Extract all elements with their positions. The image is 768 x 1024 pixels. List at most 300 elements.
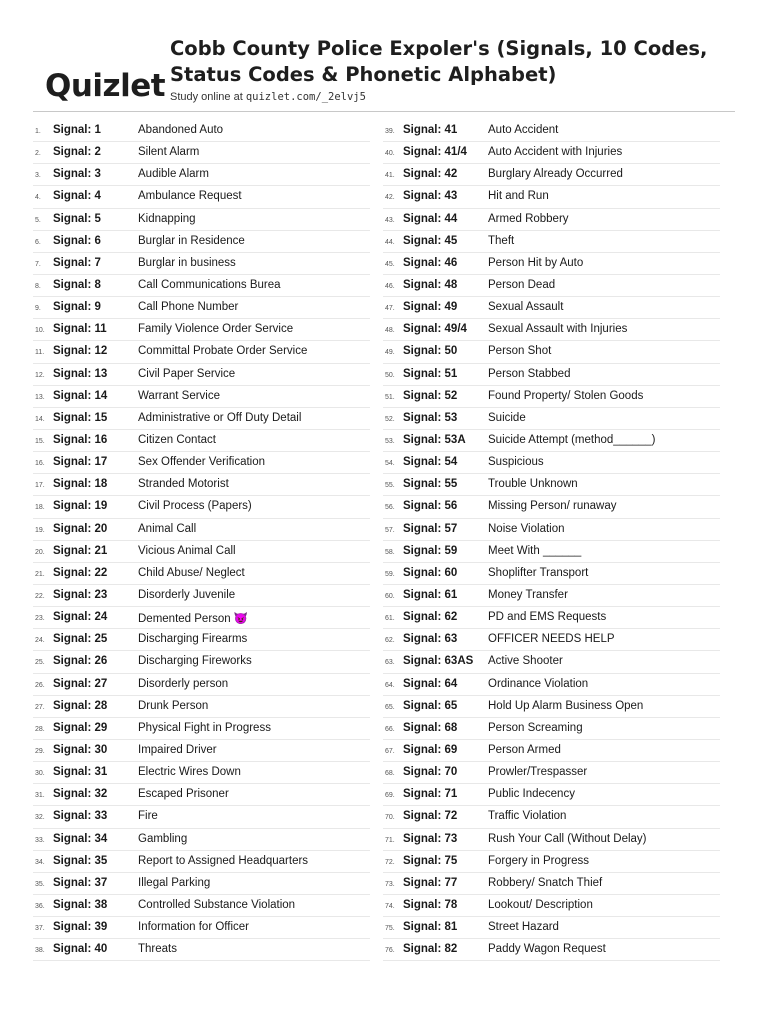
item-definition: Burglary Already Occurred	[488, 168, 623, 181]
item-number: 32.	[35, 814, 45, 822]
item-number: 45.	[385, 260, 395, 268]
item-number: 54.	[385, 460, 395, 468]
item-definition: Discharging Fireworks	[138, 655, 252, 668]
list-item	[33, 519, 370, 541]
item-term: Signal: 7	[53, 256, 101, 269]
item-definition: Citizen Contact	[138, 433, 216, 446]
item-definition: Person Dead	[488, 278, 556, 291]
item-definition: Sexual Assault with Injuries	[488, 323, 628, 336]
list-item	[33, 939, 370, 961]
item-number: 65.	[385, 703, 395, 711]
item-number: 67.	[385, 747, 395, 755]
item-definition: Found Property/ Stolen Goods	[488, 389, 644, 402]
item-definition: Civil Paper Service	[138, 367, 236, 380]
item-definition: Suicide	[488, 411, 526, 424]
item-definition: Silent Alarm	[138, 146, 200, 159]
item-number: 16.	[35, 460, 45, 468]
list-item	[33, 386, 370, 408]
item-term: Signal: 37	[53, 876, 108, 889]
item-term: Signal: 23	[53, 588, 108, 601]
item-number: 59.	[385, 570, 395, 578]
item-term: Signal: 2	[53, 146, 101, 159]
item-number: 75.	[385, 925, 395, 933]
list-item	[383, 607, 720, 629]
item-definition: Burglar in Residence	[138, 234, 245, 247]
list-item	[33, 430, 370, 452]
item-definition: Discharging Firearms	[138, 633, 248, 646]
item-number: 69.	[385, 792, 395, 800]
list-item	[33, 829, 370, 851]
item-definition: Animal Call	[138, 522, 197, 535]
list-item	[383, 297, 720, 319]
item-definition: Person Hit by Auto	[488, 256, 584, 269]
item-number: 68.	[385, 770, 395, 778]
item-definition: Audible Alarm	[138, 168, 209, 181]
item-term: Signal: 56	[403, 500, 458, 513]
item-number: 44.	[385, 238, 395, 246]
item-number: 76.	[385, 947, 395, 955]
list-item	[33, 253, 370, 275]
list-item	[33, 297, 370, 319]
list-item	[33, 563, 370, 585]
item-term: Signal: 34	[53, 832, 108, 845]
item-term: Signal: 50	[403, 345, 458, 358]
item-definition: Ordinance Violation	[488, 677, 589, 690]
list-item	[33, 474, 370, 496]
item-number: 19.	[35, 526, 45, 534]
item-term: Signal: 18	[53, 478, 108, 491]
item-definition: Traffic Violation	[488, 810, 567, 823]
item-term: Signal: 17	[53, 456, 108, 469]
item-number: 62.	[385, 637, 395, 645]
item-number: 50.	[385, 371, 395, 379]
item-term: Signal: 42	[403, 168, 458, 181]
item-definition: Robbery/ Snatch Thief	[488, 876, 603, 889]
list-item	[33, 784, 370, 806]
item-definition: Burglar in business	[138, 256, 236, 269]
item-number: 71.	[385, 836, 395, 844]
item-definition: Person Shot	[488, 345, 552, 358]
item-number: 49.	[385, 349, 395, 357]
item-term: Signal: 60	[403, 566, 458, 579]
list-item	[33, 607, 370, 629]
item-term: Signal: 53	[403, 411, 458, 424]
item-definition: Hold Up Alarm Business Open	[488, 699, 644, 712]
item-term: Signal: 1	[53, 124, 101, 136]
list-item	[383, 740, 720, 762]
list-item	[383, 364, 720, 386]
list-item	[383, 762, 720, 784]
item-definition: Meet With ______	[488, 544, 582, 557]
item-term: Signal: 11	[53, 323, 107, 336]
item-definition: Forgery in Progress	[488, 854, 589, 867]
list-item	[383, 452, 720, 474]
item-definition: Call Communications Burea	[138, 278, 281, 291]
item-definition: Suspicious	[488, 456, 544, 469]
list-item	[383, 806, 720, 828]
item-term: Signal: 31	[53, 766, 108, 779]
list-item	[33, 718, 370, 740]
item-definition: Missing Person/ runaway	[488, 500, 617, 513]
item-definition: Person Stabbed	[488, 367, 571, 380]
item-number: 74.	[385, 902, 395, 910]
item-number: 34.	[35, 858, 45, 866]
item-term: Signal: 73	[403, 832, 458, 845]
list-item	[383, 939, 720, 961]
item-definition: Drunk Person	[138, 699, 209, 712]
item-definition: Call Phone Number	[138, 301, 239, 314]
item-term: Signal: 39	[53, 921, 108, 934]
item-definition: Disorderly Juvenile	[138, 588, 236, 601]
item-number: 20.	[35, 548, 45, 556]
item-number: 73.	[385, 880, 395, 888]
item-term: Signal: 69	[403, 743, 458, 756]
item-definition: Theft	[488, 234, 515, 247]
item-term: Signal: 13	[53, 367, 108, 380]
item-number: 51.	[385, 393, 395, 401]
item-definition: Rush Your Call (Without Delay)	[488, 832, 647, 845]
list-item	[33, 541, 370, 563]
item-number: 9.	[35, 305, 41, 313]
item-term: Signal: 27	[53, 677, 108, 690]
item-number: 14.	[35, 415, 45, 423]
list-item	[33, 696, 370, 718]
item-term: Signal: 35	[53, 854, 108, 867]
item-definition: Stranded Motorist	[138, 478, 229, 491]
list-item	[33, 164, 370, 186]
list-item	[383, 674, 720, 696]
list-item	[383, 164, 720, 186]
item-term: Signal: 16	[53, 433, 108, 446]
left-column	[33, 120, 370, 961]
list-item	[383, 917, 720, 939]
item-definition: Gambling	[138, 832, 188, 845]
item-definition: Armed Robbery	[488, 212, 569, 225]
list-item	[33, 364, 370, 386]
item-number: 30.	[35, 770, 45, 778]
item-number: 21.	[35, 570, 45, 578]
item-term: Signal: 40	[53, 943, 108, 956]
item-term: Signal: 49	[403, 301, 458, 314]
item-number: 31.	[35, 792, 45, 800]
page-title: Cobb County Police Expoler's (Signals, 10 Codes, Status Codes & Phonetic Alphabet)	[170, 37, 708, 86]
item-definition: Report to Assigned Headquarters	[138, 854, 309, 867]
item-definition: Escaped Prisoner	[138, 788, 229, 801]
item-definition: Street Hazard	[488, 921, 559, 934]
list-item	[33, 186, 370, 208]
item-definition: Shoplifter Transport	[488, 566, 589, 579]
item-number: 37.	[35, 925, 45, 933]
item-number: 18.	[35, 504, 45, 512]
item-definition: Money Transfer	[488, 588, 568, 601]
item-term: Signal: 51	[403, 367, 458, 380]
item-term: Signal: 54	[403, 456, 458, 469]
item-term: Signal: 41/4	[403, 146, 467, 159]
item-term: Signal: 82	[403, 943, 458, 956]
list-item	[383, 718, 720, 740]
item-term: Signal: 59	[403, 544, 458, 557]
item-definition: Vicious Animal Call	[138, 544, 236, 557]
list-item	[33, 275, 370, 297]
item-term: Signal: 3	[53, 168, 101, 181]
item-definition: Fire	[138, 810, 158, 823]
header-divider	[33, 111, 735, 112]
item-number: 7.	[35, 260, 41, 268]
item-number: 58.	[385, 548, 395, 556]
item-number: 63.	[385, 659, 395, 667]
item-number: 57.	[385, 526, 395, 534]
item-definition: Disorderly person	[138, 677, 229, 690]
item-number: 52.	[385, 415, 395, 423]
list-item	[383, 895, 720, 917]
item-number: 40.	[385, 150, 395, 158]
item-term: Signal: 71	[403, 788, 458, 801]
item-term: Signal: 30	[53, 743, 108, 756]
item-term: Signal: 12	[53, 345, 108, 358]
quizlet-logo: Quizlet	[45, 68, 166, 104]
list-item	[33, 895, 370, 917]
item-number: 61.	[385, 615, 395, 623]
item-number: 8.	[35, 282, 41, 290]
item-definition: Illegal Parking	[138, 876, 211, 889]
item-number: 6.	[35, 238, 41, 246]
item-number: 10.	[35, 327, 45, 335]
list-item	[383, 474, 720, 496]
item-term: Signal: 32	[53, 788, 108, 801]
item-number: 25.	[35, 659, 45, 667]
list-item	[33, 120, 370, 142]
item-definition: Sexual Assault	[488, 301, 564, 314]
list-item	[383, 829, 720, 851]
item-term: Signal: 15	[53, 411, 108, 424]
list-item	[383, 563, 720, 585]
item-term: Signal: 5	[53, 212, 101, 225]
list-item	[33, 762, 370, 784]
list-item	[33, 142, 370, 164]
list-item	[383, 408, 720, 430]
study-link[interactable]: quizlet.com/_2elvj5	[245, 91, 366, 103]
list-item	[383, 231, 720, 253]
list-item	[383, 253, 720, 275]
item-term: Signal: 43	[403, 190, 458, 203]
item-term: Signal: 6	[53, 234, 101, 247]
item-number: 4.	[35, 194, 41, 202]
item-number: 39.	[385, 128, 395, 135]
item-number: 70.	[385, 814, 395, 822]
item-number: 41.	[385, 172, 395, 180]
item-number: 12.	[35, 371, 45, 379]
item-term: Signal: 48	[403, 278, 458, 291]
item-term: Signal: 53A	[403, 433, 466, 446]
list-item	[383, 784, 720, 806]
list-item	[383, 651, 720, 673]
item-term: Signal: 38	[53, 898, 108, 911]
item-number: 33.	[35, 836, 45, 844]
list-item	[33, 806, 370, 828]
subtitle-prefix: Study online at	[170, 91, 246, 103]
item-term: Signal: 72	[403, 810, 458, 823]
item-number: 55.	[385, 482, 395, 490]
item-term: Signal: 44	[403, 212, 458, 225]
item-definition: Active Shooter	[488, 655, 563, 668]
list-item	[383, 873, 720, 895]
right-column	[383, 120, 720, 961]
item-term: Signal: 14	[53, 389, 108, 402]
list-item	[383, 585, 720, 607]
item-term: Signal: 61	[403, 588, 458, 601]
list-item	[383, 696, 720, 718]
list-item	[33, 585, 370, 607]
item-term: Signal: 78	[403, 898, 458, 911]
item-term: Signal: 8	[53, 278, 101, 291]
item-number: 23.	[35, 615, 45, 623]
item-term: Signal: 9	[53, 301, 101, 314]
item-number: 42.	[385, 194, 395, 202]
item-definition: Demented Person 😈	[138, 613, 249, 626]
item-number: 26.	[35, 681, 45, 689]
item-definition: Kidnapping	[138, 212, 196, 225]
item-number: 13.	[35, 393, 45, 401]
item-term: Signal: 20	[53, 522, 108, 535]
item-number: 11.	[35, 349, 45, 357]
item-number: 36.	[35, 902, 45, 910]
item-term: Signal: 19	[53, 500, 108, 513]
item-definition: OFFICER NEEDS HELP	[488, 633, 615, 646]
list-item	[33, 740, 370, 762]
item-term: Signal: 63	[403, 633, 458, 646]
list-item	[33, 341, 370, 363]
item-definition: Noise Violation	[488, 522, 565, 535]
item-term: Signal: 33	[53, 810, 108, 823]
item-term: Signal: 4	[53, 190, 101, 203]
list-item	[33, 851, 370, 873]
list-item	[383, 120, 720, 142]
item-number: 48.	[385, 327, 395, 335]
item-number: 5.	[35, 216, 41, 224]
list-item	[33, 917, 370, 939]
item-number: 60.	[385, 592, 395, 600]
item-definition: Information for Officer	[138, 921, 249, 934]
item-definition: Hit and Run	[488, 190, 549, 203]
list-item	[383, 341, 720, 363]
item-definition: Public Indecency	[488, 788, 575, 801]
item-number: 3.	[35, 172, 41, 180]
list-item	[383, 629, 720, 651]
item-number: 46.	[385, 282, 395, 290]
list-item	[33, 651, 370, 673]
item-number: 64.	[385, 681, 395, 689]
item-term: Signal: 21	[53, 544, 108, 557]
item-definition: Paddy Wagon Request	[488, 943, 606, 956]
item-definition: Controlled Substance Violation	[138, 898, 296, 911]
list-item	[383, 541, 720, 563]
item-definition: Lookout/ Description	[488, 898, 593, 911]
item-number: 27.	[35, 703, 45, 711]
item-term: Signal: 46	[403, 256, 458, 269]
item-definition: Person Screaming	[488, 721, 583, 734]
item-term: Signal: 77	[403, 876, 458, 889]
item-definition: Warrant Service	[138, 389, 221, 402]
item-number: 29.	[35, 747, 45, 755]
item-number: 22.	[35, 592, 45, 600]
item-definition: Trouble Unknown	[488, 478, 578, 491]
item-definition: Committal Probate Order Service	[138, 345, 308, 358]
list-item	[383, 386, 720, 408]
item-term: Signal: 26	[53, 655, 108, 668]
item-term: Signal: 29	[53, 721, 108, 734]
item-number: 15.	[35, 437, 45, 445]
list-item	[383, 496, 720, 518]
item-definition: Auto Accident with Injuries	[488, 146, 623, 159]
item-term: Signal: 63AS	[403, 655, 474, 668]
item-term: Signal: 28	[53, 699, 108, 712]
item-term: Signal: 25	[53, 633, 108, 646]
item-number: 66.	[385, 725, 395, 733]
item-number: 47.	[385, 305, 395, 313]
item-term: Signal: 75	[403, 854, 458, 867]
item-definition: Threats	[138, 943, 177, 956]
list-item	[33, 231, 370, 253]
item-number: 35.	[35, 880, 45, 888]
item-definition: Impaired Driver	[138, 743, 217, 756]
item-term: Signal: 49/4	[403, 323, 467, 336]
list-item	[33, 319, 370, 341]
item-term: Signal: 57	[403, 522, 458, 535]
item-number: 24.	[35, 637, 45, 645]
list-item	[383, 186, 720, 208]
item-number: 28.	[35, 725, 45, 733]
list-item	[33, 674, 370, 696]
list-item	[383, 851, 720, 873]
list-item	[33, 873, 370, 895]
item-number: 53.	[385, 437, 395, 445]
item-term: Signal: 22	[53, 566, 108, 579]
item-definition: Auto Accident	[488, 124, 559, 136]
item-definition: Abandoned Auto	[138, 124, 224, 136]
item-term: Signal: 45	[403, 234, 458, 247]
list-item	[33, 452, 370, 474]
item-term: Signal: 55	[403, 478, 458, 491]
item-definition: Administrative or Off Duty Detail	[138, 411, 302, 424]
item-term: Signal: 62	[403, 611, 458, 624]
item-number: 2.	[35, 150, 41, 158]
item-definition: Family Violence Order Service	[138, 323, 294, 336]
list-item	[383, 275, 720, 297]
item-definition: Civil Process (Papers)	[138, 500, 252, 513]
subtitle	[170, 91, 366, 103]
list-item	[383, 430, 720, 452]
item-definition: PD and EMS Requests	[488, 611, 607, 624]
item-term: Signal: 65	[403, 699, 458, 712]
item-definition: Prowler/Trespasser	[488, 766, 588, 779]
list-item	[383, 209, 720, 231]
item-term: Signal: 24	[53, 611, 108, 624]
item-number: 56.	[385, 504, 395, 512]
item-definition: Sex Offender Verification	[138, 456, 265, 469]
item-term: Signal: 68	[403, 721, 458, 734]
item-term: Signal: 52	[403, 389, 458, 402]
item-number: 17.	[35, 482, 45, 490]
list-item	[33, 629, 370, 651]
list-item	[33, 496, 370, 518]
item-definition: Suicide Attempt (method______)	[488, 433, 656, 446]
list-item	[383, 519, 720, 541]
item-term: Signal: 70	[403, 766, 458, 779]
item-definition: Child Abuse/ Neglect	[138, 566, 245, 579]
item-term: Signal: 64	[403, 677, 458, 690]
item-definition: Ambulance Request	[138, 190, 242, 203]
item-definition: Person Armed	[488, 743, 561, 756]
